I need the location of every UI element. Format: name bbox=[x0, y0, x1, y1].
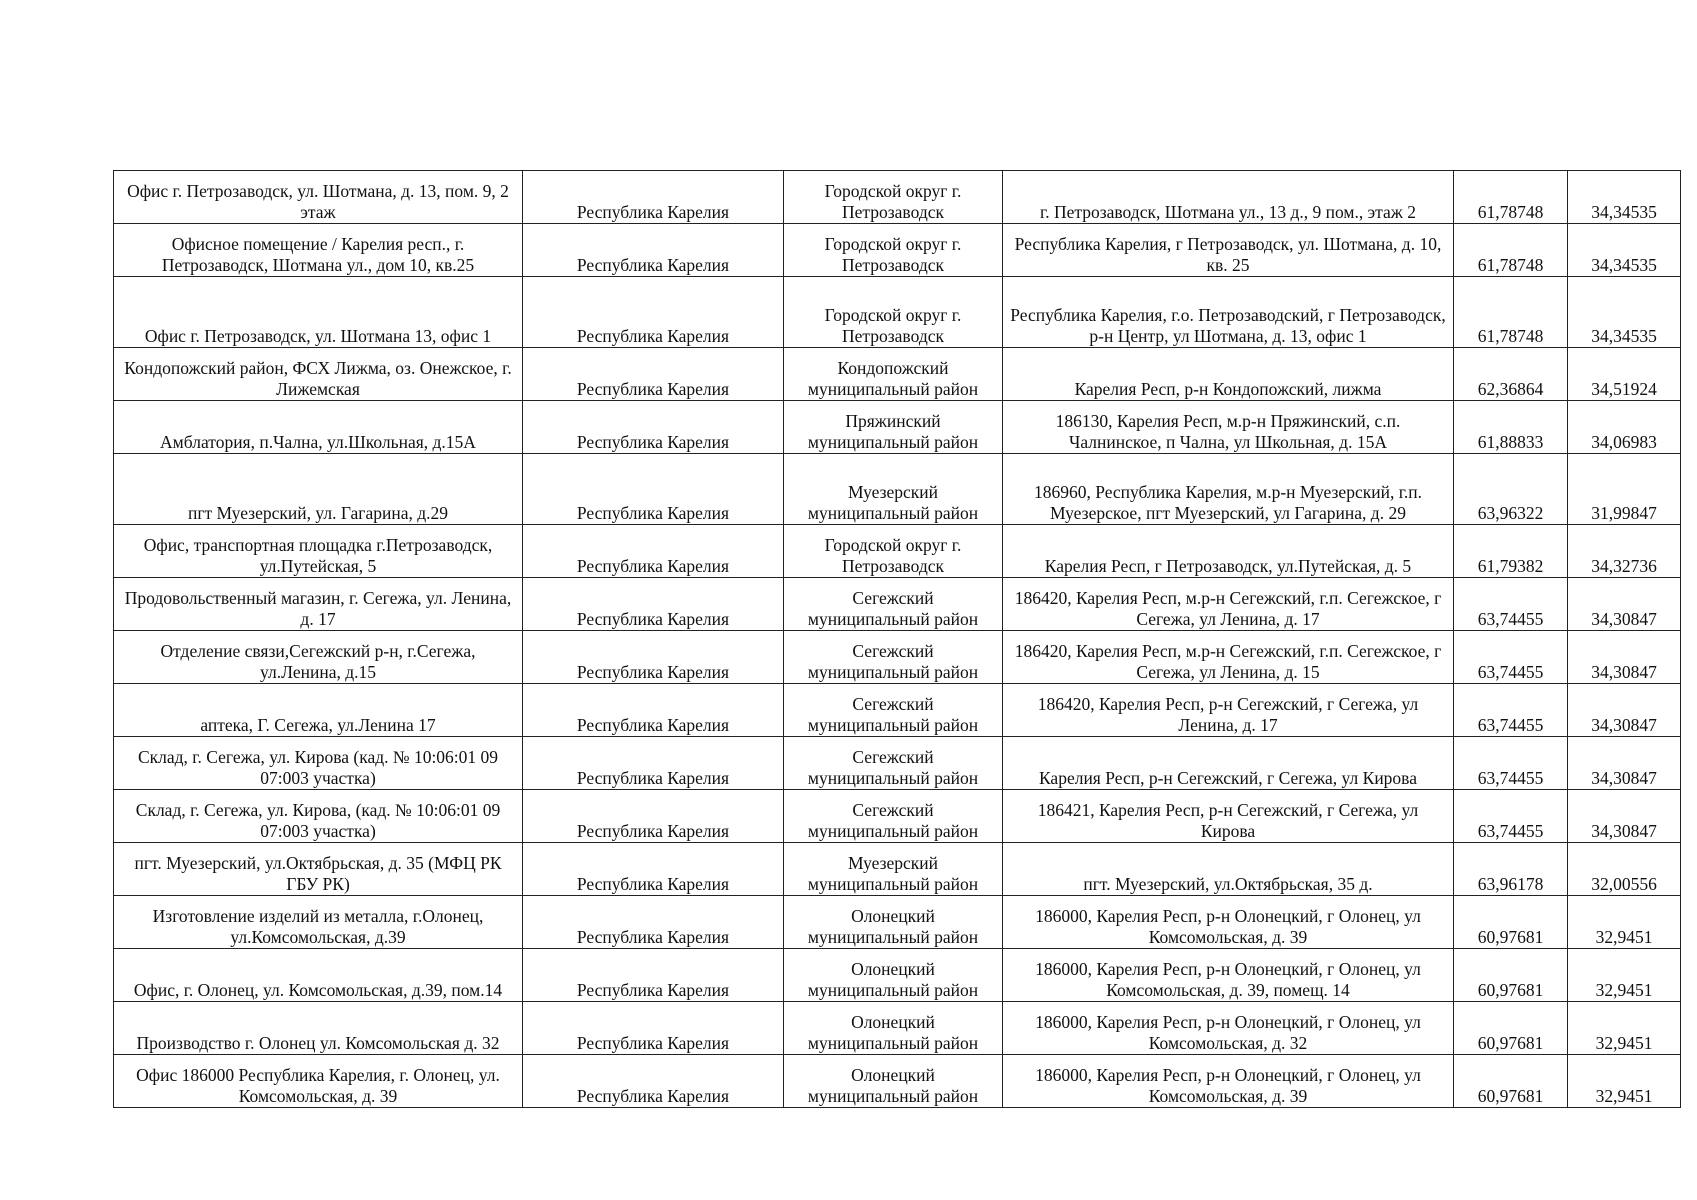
address-cell: 186000, Карелия Респ, р-н Олонецкий, г Олонец, ул Комсомольская, д. 39, помещ. 14 bbox=[1003, 949, 1454, 1002]
object-name-cell: Амблатория, п.Чална, ул.Школьная, д.15А bbox=[114, 401, 523, 454]
district-cell: Муезерский муниципальный район bbox=[784, 454, 1003, 525]
latitude-cell: 60,97681 bbox=[1454, 949, 1568, 1002]
address-cell: 186420, Карелия Респ, р-н Сегежский, г Сегежа, ул Ленина, д. 17 bbox=[1003, 684, 1454, 737]
table-row bbox=[114, 224, 1681, 277]
object-name-cell: Офис г. Петрозаводск, ул. Шотмана 13, офис 1 bbox=[114, 277, 523, 348]
district-cell: Муезерский муниципальный район bbox=[784, 843, 1003, 896]
latitude-cell: 61,78748 bbox=[1454, 277, 1568, 348]
region-cell: Республика Карелия bbox=[523, 1055, 784, 1108]
latitude-cell: 62,36864 bbox=[1454, 348, 1568, 401]
district-cell: Городской округ г. Петрозаводск bbox=[784, 525, 1003, 578]
address-cell: 186130, Карелия Респ, м.р-н Пряжинский, с.п. Чалнинское, п Чална, ул Школьная, д. 15А bbox=[1003, 401, 1454, 454]
longitude-cell: 34,30847 bbox=[1568, 737, 1681, 790]
longitude-cell: 34,34535 bbox=[1568, 171, 1681, 224]
district-cell: Сегежский муниципальный район bbox=[784, 684, 1003, 737]
district-cell: Олонецкий муниципальный район bbox=[784, 949, 1003, 1002]
address-cell: 186000, Карелия Респ, р-н Олонецкий, г Олонец, ул Комсомольская, д. 32 bbox=[1003, 1002, 1454, 1055]
object-name-cell: Офис, транспортная площадка г.Петрозаводск, ул.Путейская, 5 bbox=[114, 525, 523, 578]
address-cell: 186000, Карелия Респ, р-н Олонецкий, г Олонец, ул Комсомольская, д. 39 bbox=[1003, 896, 1454, 949]
address-cell: 186000, Карелия Респ, р-н Олонецкий, г Олонец, ул Комсомольская, д. 39 bbox=[1003, 1055, 1454, 1108]
object-name-cell: пгт. Муезерский, ул.Октябрьская, д. 35 (МФЦ РК ГБУ РК) bbox=[114, 843, 523, 896]
longitude-cell: 32,9451 bbox=[1568, 1002, 1681, 1055]
district-cell: Сегежский муниципальный район bbox=[784, 631, 1003, 684]
object-name-cell: Офис 186000 Республика Карелия, г. Олонец, ул. Комсомольская, д. 39 bbox=[114, 1055, 523, 1108]
address-cell: Карелия Респ, р-н Сегежский, г Сегежа, ул Кирова bbox=[1003, 737, 1454, 790]
longitude-cell: 34,30847 bbox=[1568, 578, 1681, 631]
region-cell: Республика Карелия bbox=[523, 401, 784, 454]
table-row bbox=[114, 684, 1681, 737]
table-row bbox=[114, 454, 1681, 525]
longitude-cell: 34,34535 bbox=[1568, 277, 1681, 348]
object-name-cell: Офис, г. Олонец, ул. Комсомольская, д.39, пом.14 bbox=[114, 949, 523, 1002]
address-cell: г. Петрозаводск, Шотмана ул., 13 д., 9 пом., этаж 2 bbox=[1003, 171, 1454, 224]
table-body bbox=[114, 171, 1681, 1108]
object-name-cell: Офисное помещение / Карелия респ., г. Петрозаводск, Шотмана ул., дом 10, кв.25 bbox=[114, 224, 523, 277]
latitude-cell: 61,88833 bbox=[1454, 401, 1568, 454]
table-row bbox=[114, 171, 1681, 224]
longitude-cell: 32,00556 bbox=[1568, 843, 1681, 896]
region-cell: Республика Карелия bbox=[523, 525, 784, 578]
district-cell: Сегежский муниципальный район bbox=[784, 790, 1003, 843]
district-cell: Сегежский муниципальный район bbox=[784, 737, 1003, 790]
latitude-cell: 61,79382 bbox=[1454, 525, 1568, 578]
latitude-cell: 61,78748 bbox=[1454, 171, 1568, 224]
table-row bbox=[114, 1002, 1681, 1055]
district-cell: Олонецкий муниципальный район bbox=[784, 1055, 1003, 1108]
table-row bbox=[114, 896, 1681, 949]
region-cell: Республика Карелия bbox=[523, 224, 784, 277]
latitude-cell: 63,74455 bbox=[1454, 578, 1568, 631]
longitude-cell: 32,9451 bbox=[1568, 1055, 1681, 1108]
longitude-cell: 34,34535 bbox=[1568, 224, 1681, 277]
region-cell: Республика Карелия bbox=[523, 171, 784, 224]
address-cell: Республика Карелия, г Петрозаводск, ул. Шотмана, д. 10, кв. 25 bbox=[1003, 224, 1454, 277]
object-name-cell: Офис г. Петрозаводск, ул. Шотмана, д. 13, пом. 9, 2 этаж bbox=[114, 171, 523, 224]
latitude-cell: 60,97681 bbox=[1454, 896, 1568, 949]
district-cell: Олонецкий муниципальный район bbox=[784, 1002, 1003, 1055]
region-cell: Республика Карелия bbox=[523, 277, 784, 348]
table-row bbox=[114, 525, 1681, 578]
latitude-cell: 63,74455 bbox=[1454, 684, 1568, 737]
object-name-cell: Отделение связи,Сегежский р-н, г.Сегежа, ул.Ленина, д.15 bbox=[114, 631, 523, 684]
region-cell: Республика Карелия bbox=[523, 631, 784, 684]
table-row bbox=[114, 1055, 1681, 1108]
longitude-cell: 34,30847 bbox=[1568, 790, 1681, 843]
longitude-cell: 31,99847 bbox=[1568, 454, 1681, 525]
district-cell: Городской округ г. Петрозаводск bbox=[784, 171, 1003, 224]
district-cell: Городской округ г. Петрозаводск bbox=[784, 224, 1003, 277]
longitude-cell: 32,9451 bbox=[1568, 896, 1681, 949]
latitude-cell: 60,97681 bbox=[1454, 1002, 1568, 1055]
region-cell: Республика Карелия bbox=[523, 737, 784, 790]
longitude-cell: 34,30847 bbox=[1568, 631, 1681, 684]
address-cell: 186960, Республика Карелия, м.р-н Муезерский, г.п. Муезерское, пгт Муезерский, ул Гагарина, д. 29 bbox=[1003, 454, 1454, 525]
latitude-cell: 63,96178 bbox=[1454, 843, 1568, 896]
address-cell: 186421, Карелия Респ, р-н Сегежский, г Сегежа, ул Кирова bbox=[1003, 790, 1454, 843]
object-name-cell: Кондопожский район, ФСХ Лижма, оз. Онежское, г. Лижемская bbox=[114, 348, 523, 401]
table-row bbox=[114, 631, 1681, 684]
object-name-cell: пгт Муезерский, ул. Гагарина, д.29 bbox=[114, 454, 523, 525]
latitude-cell: 63,74455 bbox=[1454, 631, 1568, 684]
region-cell: Республика Карелия bbox=[523, 1002, 784, 1055]
longitude-cell: 34,32736 bbox=[1568, 525, 1681, 578]
table-row bbox=[114, 401, 1681, 454]
longitude-cell: 34,30847 bbox=[1568, 684, 1681, 737]
district-cell: Пряжинский муниципальный район bbox=[784, 401, 1003, 454]
region-cell: Республика Карелия bbox=[523, 578, 784, 631]
address-cell: пгт. Муезерский, ул.Октябрьская, 35 д. bbox=[1003, 843, 1454, 896]
region-cell: Республика Карелия bbox=[523, 790, 784, 843]
latitude-cell: 60,97681 bbox=[1454, 1055, 1568, 1108]
longitude-cell: 32,9451 bbox=[1568, 949, 1681, 1002]
latitude-cell: 63,96322 bbox=[1454, 454, 1568, 525]
latitude-cell: 61,78748 bbox=[1454, 224, 1568, 277]
address-cell: Республика Карелия, г.о. Петрозаводский, г Петрозаводск, р-н Центр, ул Шотмана, д. 13, офис 1 bbox=[1003, 277, 1454, 348]
object-name-cell: Склад, г. Сегежа, ул. Кирова (кад. № 10:06:01 09 07:003 участка) bbox=[114, 737, 523, 790]
table-row bbox=[114, 578, 1681, 631]
object-name-cell: Склад, г. Сегежа, ул. Кирова, (кад. № 10:06:01 09 07:003 участка) bbox=[114, 790, 523, 843]
latitude-cell: 63,74455 bbox=[1454, 737, 1568, 790]
district-cell: Городской округ г. Петрозаводск bbox=[784, 277, 1003, 348]
region-cell: Республика Карелия bbox=[523, 843, 784, 896]
object-name-cell: аптека, Г. Сегежа, ул.Ленина 17 bbox=[114, 684, 523, 737]
address-cell: 186420, Карелия Респ, м.р-н Сегежский, г.п. Сегежское, г Сегежа, ул Ленина, д. 15 bbox=[1003, 631, 1454, 684]
district-cell: Кондопожский муниципальный район bbox=[784, 348, 1003, 401]
address-cell: Карелия Респ, р-н Кондопожский, лижма bbox=[1003, 348, 1454, 401]
address-cell: Карелия Респ, г Петрозаводск, ул.Путейская, д. 5 bbox=[1003, 525, 1454, 578]
object-name-cell: Продовольственный магазин, г. Сегежа, ул. Ленина, д. 17 bbox=[114, 578, 523, 631]
district-cell: Олонецкий муниципальный район bbox=[784, 896, 1003, 949]
longitude-cell: 34,51924 bbox=[1568, 348, 1681, 401]
region-cell: Республика Карелия bbox=[523, 949, 784, 1002]
table-row bbox=[114, 949, 1681, 1002]
table-row bbox=[114, 277, 1681, 348]
region-cell: Республика Карелия bbox=[523, 348, 784, 401]
latitude-cell: 63,74455 bbox=[1454, 790, 1568, 843]
region-cell: Республика Карелия bbox=[523, 896, 784, 949]
longitude-cell: 34,06983 bbox=[1568, 401, 1681, 454]
object-name-cell: Изготовление изделий из металла, г.Олонец, ул.Комсомольская, д.39 bbox=[114, 896, 523, 949]
district-cell: Сегежский муниципальный район bbox=[784, 578, 1003, 631]
address-cell: 186420, Карелия Респ, м.р-н Сегежский, г.п. Сегежское, г Сегежа, ул Ленина, д. 17 bbox=[1003, 578, 1454, 631]
table-row bbox=[114, 737, 1681, 790]
region-cell: Республика Карелия bbox=[523, 684, 784, 737]
table-row bbox=[114, 790, 1681, 843]
table-row bbox=[114, 843, 1681, 896]
table-row bbox=[114, 348, 1681, 401]
object-name-cell: Производство г. Олонец ул. Комсомольская д. 32 bbox=[114, 1002, 523, 1055]
region-cell: Республика Карелия bbox=[523, 454, 784, 525]
locations-table bbox=[113, 170, 1681, 1108]
